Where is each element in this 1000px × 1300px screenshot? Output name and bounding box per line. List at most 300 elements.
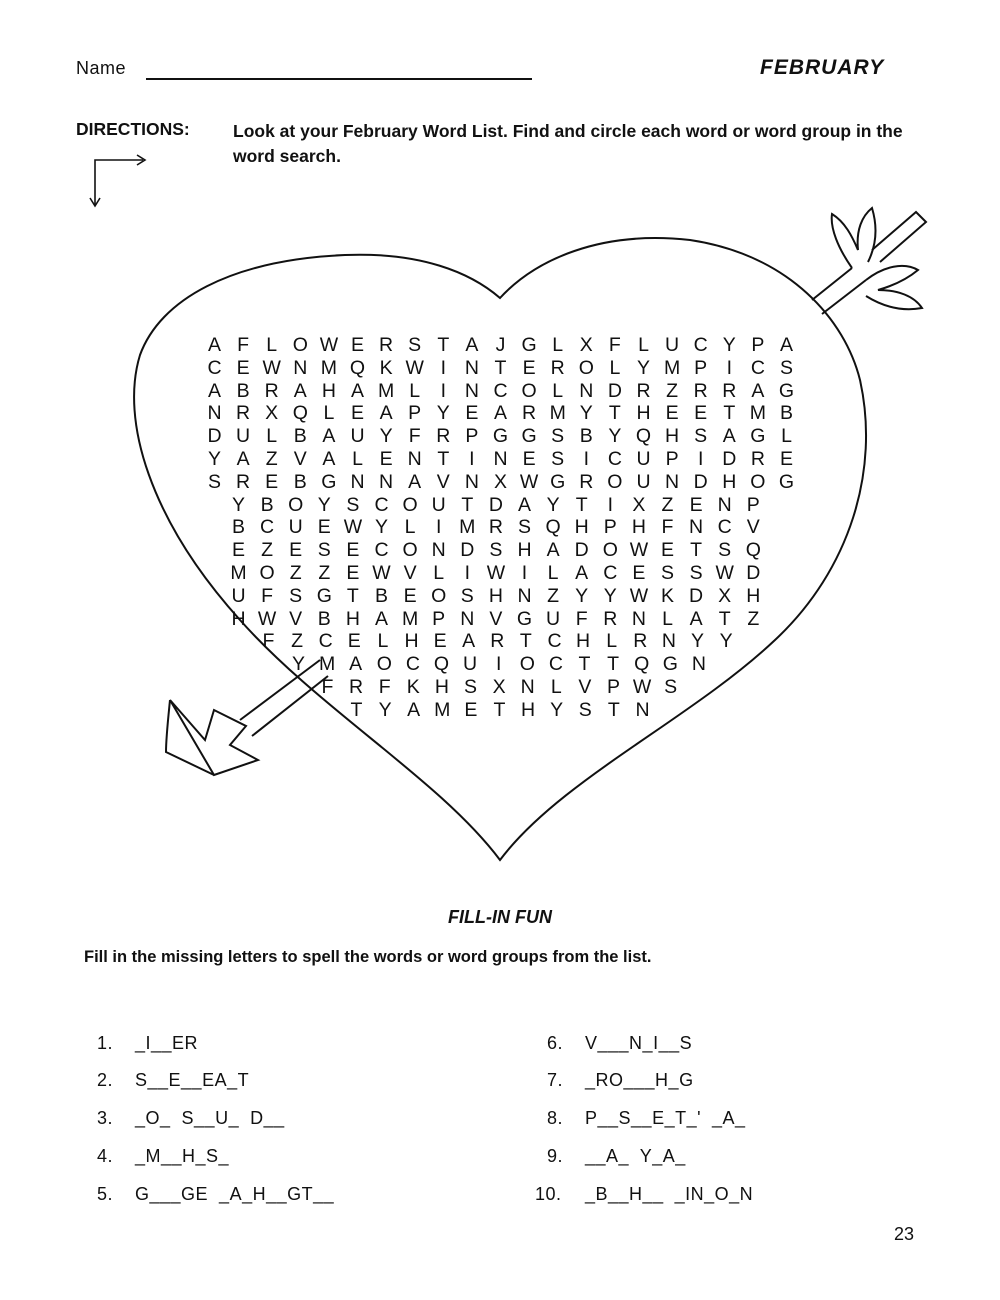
grid-letter[interactable]: N <box>717 493 732 516</box>
grid-letter[interactable]: H <box>574 516 589 539</box>
grid-letter[interactable]: M <box>663 356 681 379</box>
grid-letter[interactable]: B <box>374 584 388 607</box>
grid-letter[interactable]: B <box>293 425 307 448</box>
grid-letter[interactable]: P <box>603 516 617 539</box>
grid-letter[interactable]: A <box>722 425 736 448</box>
grid-letter[interactable]: T <box>494 356 507 379</box>
grid-letter[interactable]: R <box>490 630 505 653</box>
grid-letter[interactable]: L <box>552 334 564 356</box>
grid-letter[interactable]: N <box>379 470 394 493</box>
grid-letter[interactable]: O <box>431 584 447 607</box>
grid-letter[interactable]: O <box>750 470 766 493</box>
grid-letter[interactable]: S <box>664 676 678 698</box>
grid-letter[interactable]: X <box>718 584 732 607</box>
grid-letter[interactable]: A <box>493 402 507 425</box>
grid-letter[interactable]: G <box>316 584 332 607</box>
grid-letter[interactable]: I <box>440 356 446 379</box>
grid-letter[interactable]: S <box>317 539 331 562</box>
grid-letter[interactable]: F <box>608 334 621 356</box>
grid-letter[interactable]: O <box>259 562 275 584</box>
grid-letter[interactable]: K <box>660 584 674 607</box>
grid-letter[interactable]: M <box>434 698 451 721</box>
grid-letter[interactable]: P <box>694 356 708 379</box>
grid-letter[interactable]: W <box>372 562 391 584</box>
grid-letter[interactable]: V <box>436 470 450 493</box>
grid-letter[interactable]: B <box>260 493 274 516</box>
grid-letter[interactable]: E <box>433 630 447 653</box>
grid-letter[interactable]: H <box>521 698 536 721</box>
grid-letter[interactable]: S <box>718 539 732 562</box>
clue-item[interactable] <box>86 1163 334 1205</box>
grid-letter[interactable]: Z <box>261 539 274 562</box>
grid-letter[interactable]: N <box>293 356 308 379</box>
grid-letter[interactable]: U <box>431 493 446 516</box>
grid-letter[interactable]: Y <box>603 584 617 607</box>
grid-letter[interactable]: Z <box>291 630 304 653</box>
grid-letter[interactable]: L <box>323 402 335 425</box>
grid-letter[interactable]: R <box>264 379 279 402</box>
grid-letter[interactable]: D <box>488 493 503 516</box>
grid-letter[interactable]: T <box>519 630 532 653</box>
grid-letter[interactable]: S <box>779 356 793 379</box>
grid-letter[interactable]: F <box>321 676 334 698</box>
grid-letter[interactable]: T <box>607 698 620 721</box>
grid-letter[interactable]: C <box>717 516 732 539</box>
grid-letter[interactable]: D <box>574 539 589 562</box>
grid-letter[interactable]: Y <box>636 356 650 379</box>
grid-letter[interactable]: F <box>262 630 275 653</box>
grid-letter[interactable]: A <box>575 562 589 584</box>
grid-letter[interactable]: Y <box>546 493 560 516</box>
clue-item[interactable] <box>536 1049 694 1091</box>
grid-letter[interactable]: I <box>726 356 732 379</box>
grid-letter[interactable]: H <box>517 539 532 562</box>
grid-letter[interactable]: Y <box>579 402 593 425</box>
clue-item[interactable] <box>86 1012 198 1054</box>
clue-item[interactable] <box>536 1012 692 1054</box>
grid-letter[interactable]: O <box>402 539 418 562</box>
grid-letter[interactable]: R <box>236 402 251 425</box>
grid-letter[interactable]: H <box>636 402 651 425</box>
grid-letter[interactable]: Z <box>265 448 278 470</box>
grid-letter[interactable]: L <box>550 676 562 698</box>
grid-letter[interactable]: L <box>552 379 564 402</box>
grid-letter[interactable]: S <box>289 584 303 607</box>
grid-letter[interactable]: S <box>551 425 565 448</box>
grid-letter[interactable]: I <box>697 448 704 470</box>
grid-letter[interactable]: B <box>579 425 593 448</box>
grid-letter[interactable]: U <box>350 425 365 448</box>
grid-letter[interactable]: C <box>207 356 222 379</box>
grid-letter[interactable]: N <box>517 584 532 607</box>
grid-letter[interactable]: M <box>549 402 566 425</box>
grid-letter[interactable]: E <box>289 539 303 562</box>
grid-letter[interactable]: T <box>493 698 506 721</box>
grid-letter[interactable]: F <box>261 584 274 607</box>
grid-letter[interactable]: Q <box>745 539 761 562</box>
grid-letter[interactable]: G <box>516 607 533 630</box>
clue-item[interactable] <box>86 1049 249 1091</box>
grid-letter[interactable]: Z <box>661 493 674 516</box>
grid-letter[interactable]: X <box>632 493 646 516</box>
grid-letter[interactable]: V <box>293 448 307 470</box>
grid-letter[interactable]: E <box>779 448 793 470</box>
grid-letter[interactable]: A <box>779 334 793 356</box>
grid-letter[interactable]: C <box>547 630 562 653</box>
grid-letter[interactable]: Z <box>318 562 331 584</box>
grid-letter[interactable]: S <box>660 562 674 584</box>
grid-letter[interactable]: R <box>349 676 364 698</box>
grid-letter[interactable]: L <box>662 607 673 630</box>
grid-letter[interactable]: C <box>603 562 618 584</box>
grid-letter[interactable]: E <box>231 539 245 562</box>
grid-letter[interactable]: Y <box>690 630 704 653</box>
grid-letter[interactable]: I <box>435 516 442 539</box>
grid-letter[interactable]: M <box>459 516 476 539</box>
grid-letter[interactable]: S <box>408 334 422 356</box>
grid-letter[interactable]: N <box>665 470 680 493</box>
grid-letter[interactable]: N <box>407 448 422 470</box>
grid-letter[interactable]: R <box>750 448 765 470</box>
grid-letter[interactable]: R <box>522 402 537 425</box>
grid-letter[interactable]: A <box>374 607 388 630</box>
grid-letter[interactable]: W <box>629 539 649 562</box>
grid-letter[interactable]: A <box>465 334 479 356</box>
grid-letter[interactable]: Q <box>634 653 650 676</box>
grid-letter[interactable]: A <box>350 379 364 402</box>
grid-letter[interactable]: H <box>321 379 336 402</box>
grid-letter[interactable]: H <box>434 676 449 698</box>
grid-letter[interactable]: T <box>437 448 450 470</box>
grid-letter[interactable]: R <box>436 425 451 448</box>
grid-letter[interactable]: O <box>376 653 392 676</box>
grid-letter[interactable]: G <box>550 470 566 493</box>
grid-letter[interactable]: N <box>464 379 479 402</box>
grid-letter[interactable]: S <box>207 470 221 493</box>
grid-letter[interactable]: R <box>603 607 618 630</box>
grid-letter[interactable]: T <box>608 402 621 425</box>
grid-letter[interactable]: P <box>408 402 422 425</box>
grid-letter[interactable]: A <box>207 379 221 402</box>
grid-letter[interactable]: V <box>746 516 760 539</box>
grid-letter[interactable]: D <box>689 584 704 607</box>
grid-letter[interactable]: Q <box>545 516 561 539</box>
grid-letter[interactable]: S <box>463 676 477 698</box>
grid-letter[interactable]: W <box>629 584 649 607</box>
grid-letter[interactable]: R <box>579 470 594 493</box>
grid-letter[interactable]: Q <box>292 402 308 425</box>
grid-letter[interactable]: I <box>607 493 613 516</box>
grid-letter[interactable]: C <box>260 516 275 539</box>
grid-letter[interactable]: A <box>293 379 307 402</box>
grid-letter[interactable]: X <box>493 470 507 493</box>
grid-letter[interactable]: F <box>408 425 421 448</box>
grid-letter[interactable]: E <box>317 516 331 539</box>
grid-letter[interactable]: U <box>463 653 478 676</box>
grid-letter[interactable]: D <box>460 539 475 562</box>
grid-letter[interactable]: R <box>633 630 648 653</box>
grid-letter[interactable]: O <box>402 493 418 516</box>
grid-letter[interactable]: C <box>548 653 563 676</box>
grid-letter[interactable]: H <box>746 584 761 607</box>
grid-letter[interactable]: R <box>550 356 565 379</box>
grid-letter[interactable]: A <box>236 448 250 470</box>
grid-letter[interactable]: Y <box>575 584 589 607</box>
grid-letter[interactable]: R <box>236 470 251 493</box>
grid-letter[interactable]: A <box>408 470 422 493</box>
grid-letter[interactable]: L <box>409 379 421 402</box>
grid-letter[interactable]: O <box>521 379 537 402</box>
grid-letter[interactable]: N <box>691 653 706 676</box>
grid-letter[interactable]: E <box>346 562 360 584</box>
grid-letter[interactable]: A <box>379 402 393 425</box>
grid-letter[interactable]: M <box>230 562 247 584</box>
grid-letter[interactable]: E <box>689 493 703 516</box>
grid-letter[interactable]: P <box>465 425 479 448</box>
grid-letter[interactable]: Z <box>666 379 679 402</box>
grid-letter[interactable]: V <box>289 607 303 630</box>
grid-letter[interactable]: A <box>207 334 221 356</box>
grid-letter[interactable]: M <box>320 356 338 379</box>
grid-letter[interactable]: H <box>722 470 737 493</box>
grid-letter[interactable]: N <box>431 539 446 562</box>
grid-letter[interactable]: B <box>231 516 245 539</box>
grid-letter[interactable]: Z <box>547 584 560 607</box>
grid-letter[interactable]: C <box>693 334 708 356</box>
grid-letter[interactable]: P <box>606 676 620 698</box>
grid-letter[interactable]: Y <box>608 425 622 448</box>
grid-letter[interactable]: V <box>403 562 417 584</box>
grid-letter[interactable]: S <box>489 539 503 562</box>
grid-letter[interactable]: I <box>440 379 446 402</box>
grid-letter[interactable]: U <box>636 470 651 493</box>
grid-letter[interactable]: N <box>635 698 650 721</box>
grid-letter[interactable]: O <box>292 334 308 356</box>
grid-letter[interactable]: C <box>374 539 389 562</box>
grid-letter[interactable]: W <box>632 676 652 698</box>
grid-letter[interactable]: G <box>521 334 537 356</box>
grid-letter[interactable]: K <box>406 676 420 698</box>
grid-letter[interactable]: S <box>578 698 592 721</box>
grid-letter[interactable]: N <box>464 470 479 493</box>
grid-letter[interactable]: R <box>636 379 651 402</box>
grid-letter[interactable]: C <box>318 630 333 653</box>
grid-letter[interactable]: E <box>379 448 393 470</box>
grid-letter[interactable]: X <box>579 334 593 356</box>
grid-letter[interactable]: O <box>602 539 618 562</box>
grid-letter[interactable]: E <box>464 698 478 721</box>
grid-letter[interactable]: U <box>288 516 303 539</box>
grid-letter[interactable]: S <box>460 584 474 607</box>
grid-letter[interactable]: U <box>636 448 651 470</box>
grid-letter[interactable]: A <box>322 448 336 470</box>
grid-letter[interactable]: Y <box>550 698 564 721</box>
grid-letter[interactable]: L <box>352 448 363 470</box>
grid-letter[interactable]: G <box>750 425 766 448</box>
grid-letter[interactable]: H <box>631 516 646 539</box>
grid-letter[interactable]: F <box>378 676 391 698</box>
grid-letter[interactable]: G <box>778 470 795 493</box>
grid-letter[interactable]: X <box>265 402 279 425</box>
grid-letter[interactable]: A <box>462 630 476 653</box>
grid-letter[interactable]: P <box>432 607 446 630</box>
grid-letter[interactable]: U <box>665 334 680 356</box>
grid-letter[interactable]: N <box>579 379 594 402</box>
grid-letter[interactable]: C <box>607 448 622 470</box>
grid-letter[interactable]: Y <box>291 653 305 676</box>
grid-letter[interactable]: Y <box>378 698 392 721</box>
grid-letter[interactable]: O <box>607 470 623 493</box>
grid-letter[interactable]: T <box>461 493 474 516</box>
grid-letter[interactable]: A <box>689 607 703 630</box>
grid-letter[interactable]: B <box>236 379 250 402</box>
grid-letter[interactable]: D <box>693 470 708 493</box>
grid-letter[interactable]: Y <box>231 493 245 516</box>
grid-letter[interactable]: H <box>488 584 503 607</box>
grid-letter[interactable]: N <box>661 630 676 653</box>
grid-letter[interactable]: S <box>346 493 360 516</box>
grid-letter[interactable]: R <box>722 379 737 402</box>
grid-letter[interactable]: A <box>546 539 560 562</box>
grid-letter[interactable]: H <box>231 607 246 630</box>
grid-letter[interactable]: A <box>517 493 531 516</box>
grid-letter[interactable]: Y <box>436 402 450 425</box>
grid-letter[interactable]: E <box>346 539 360 562</box>
grid-letter[interactable]: W <box>715 562 734 584</box>
grid-letter[interactable]: S <box>689 562 703 584</box>
grid-letter[interactable]: E <box>403 584 417 607</box>
grid-letter[interactable]: H <box>576 630 591 653</box>
grid-letter[interactable]: O <box>578 356 594 379</box>
grid-letter[interactable]: C <box>493 379 508 402</box>
grid-letter[interactable]: A <box>349 653 363 676</box>
grid-letter[interactable]: P <box>751 334 765 356</box>
grid-letter[interactable]: G <box>321 470 337 493</box>
grid-letter[interactable]: T <box>578 653 591 676</box>
grid-letter[interactable]: C <box>374 493 389 516</box>
grid-letter[interactable]: E <box>522 448 536 470</box>
grid-letter[interactable]: F <box>237 334 250 356</box>
clue-item[interactable] <box>524 1163 753 1205</box>
clue-item[interactable] <box>86 1087 285 1129</box>
grid-letter[interactable]: N <box>631 607 646 630</box>
grid-letter[interactable]: N <box>689 516 704 539</box>
grid-letter[interactable]: L <box>433 562 445 584</box>
grid-letter[interactable]: C <box>405 653 420 676</box>
grid-letter[interactable]: G <box>492 425 509 448</box>
grid-letter[interactable]: G <box>521 425 537 448</box>
grid-letter[interactable]: T <box>575 493 588 516</box>
grid-letter[interactable]: A <box>751 379 765 402</box>
grid-letter[interactable]: L <box>547 562 559 584</box>
grid-letter[interactable]: G <box>662 653 678 676</box>
grid-letter[interactable]: D <box>207 425 222 448</box>
grid-letter[interactable]: Q <box>349 356 366 379</box>
grid-letter[interactable]: T <box>690 539 703 562</box>
grid-letter[interactable]: T <box>723 402 736 425</box>
grid-letter[interactable]: L <box>266 334 278 356</box>
grid-letter[interactable]: Y <box>379 425 393 448</box>
grid-letter[interactable]: N <box>464 356 479 379</box>
grid-letter[interactable]: Q <box>433 653 450 676</box>
grid-letter[interactable]: G <box>778 379 795 402</box>
grid-letter[interactable]: T <box>607 653 620 676</box>
grid-letter[interactable]: I <box>469 448 475 470</box>
grid-letter[interactable]: S <box>517 516 531 539</box>
grid-letter[interactable]: S <box>551 448 565 470</box>
grid-letter[interactable]: M <box>377 379 395 402</box>
grid-letter[interactable]: W <box>486 562 506 584</box>
grid-letter[interactable]: F <box>575 607 588 630</box>
grid-letter[interactable]: T <box>437 334 450 356</box>
grid-letter[interactable]: P <box>746 493 760 516</box>
grid-letter[interactable]: Y <box>719 630 733 653</box>
grid-letter[interactable]: L <box>781 425 792 448</box>
grid-letter[interactable]: Y <box>374 516 388 539</box>
clue-item[interactable] <box>536 1087 746 1129</box>
grid-letter[interactable]: P <box>665 448 679 470</box>
grid-letter[interactable]: I <box>521 562 528 584</box>
grid-letter[interactable]: E <box>347 630 361 653</box>
grid-letter[interactable]: M <box>749 402 767 425</box>
grid-letter[interactable]: H <box>665 425 680 448</box>
grid-letter[interactable]: L <box>377 630 389 653</box>
grid-letter[interactable]: N <box>460 607 475 630</box>
grid-letter[interactable]: B <box>293 470 307 493</box>
grid-letter[interactable]: E <box>632 562 646 584</box>
grid-letter[interactable]: L <box>266 425 278 448</box>
grid-letter[interactable]: H <box>345 607 360 630</box>
grid-letter[interactable]: W <box>319 334 339 356</box>
grid-letter[interactable]: E <box>665 402 679 425</box>
grid-letter[interactable]: R <box>488 516 503 539</box>
grid-letter[interactable]: S <box>694 425 708 448</box>
grid-letter[interactable]: M <box>401 607 419 630</box>
grid-letter[interactable]: O <box>288 493 304 516</box>
grid-letter[interactable]: E <box>465 402 479 425</box>
grid-letter[interactable]: Z <box>747 607 760 630</box>
grid-letter[interactable]: J <box>495 334 506 356</box>
grid-letter[interactable]: T <box>346 584 359 607</box>
grid-letter[interactable]: A <box>407 698 421 721</box>
grid-letter[interactable]: E <box>350 334 364 356</box>
grid-letter[interactable]: N <box>207 402 222 425</box>
grid-letter[interactable]: E <box>350 402 364 425</box>
grid-letter[interactable]: Y <box>722 334 736 356</box>
grid-letter[interactable]: I <box>583 448 589 470</box>
grid-letter[interactable]: W <box>262 356 281 379</box>
grid-letter[interactable]: E <box>236 356 250 379</box>
grid-letter[interactable]: A <box>322 425 336 448</box>
grid-letter[interactable]: M <box>318 653 336 676</box>
grid-letter[interactable]: W <box>343 516 363 539</box>
grid-letter[interactable]: E <box>660 539 674 562</box>
clue-item[interactable] <box>536 1125 686 1167</box>
grid-letter[interactable]: H <box>404 630 419 653</box>
grid-letter[interactable]: U <box>546 607 561 630</box>
grid-letter[interactable]: Q <box>635 425 652 448</box>
grid-letter[interactable]: R <box>693 379 708 402</box>
grid-letter[interactable]: N <box>350 470 365 493</box>
grid-letter[interactable]: W <box>519 470 539 493</box>
grid-letter[interactable]: V <box>489 607 503 630</box>
grid-letter[interactable]: W <box>405 356 424 379</box>
grid-letter[interactable]: V <box>578 676 592 698</box>
grid-letter[interactable]: T <box>350 698 363 721</box>
grid-letter[interactable]: U <box>236 425 251 448</box>
grid-letter[interactable]: E <box>694 402 708 425</box>
grid-letter[interactable]: T <box>718 607 731 630</box>
